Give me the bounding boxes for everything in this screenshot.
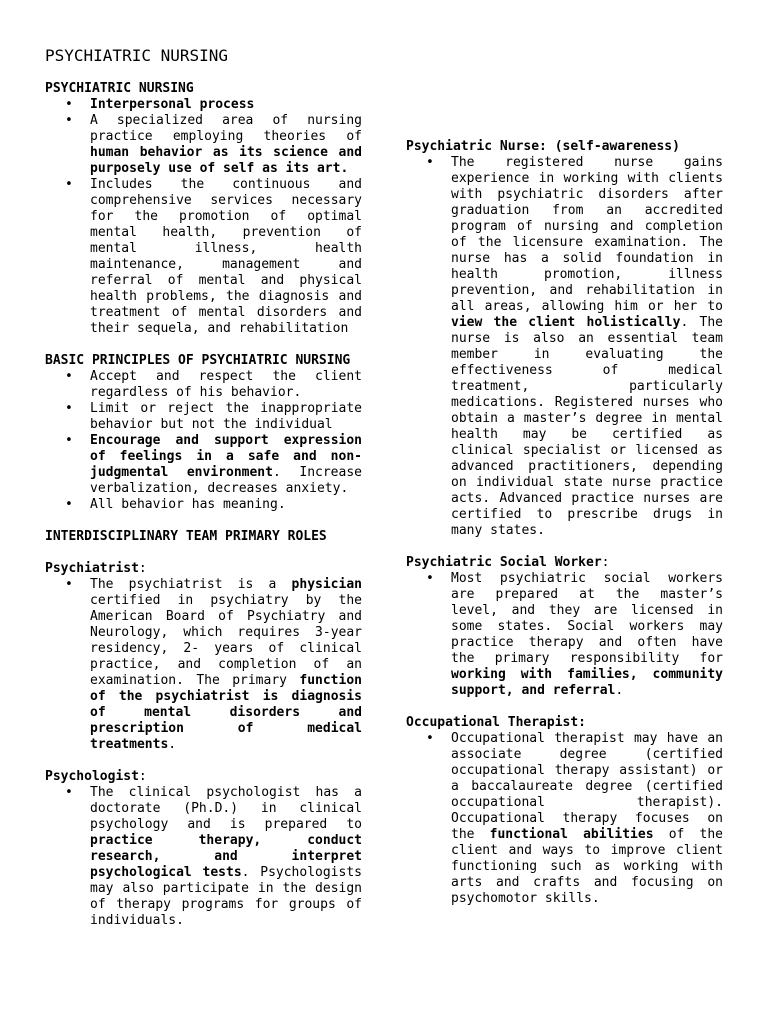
list-item: • A specialized area of nursing practice employing theories of human behavior as its science and purposely use of self as its art. [45,113,362,177]
list-item: • Occupational therapist may have an associate degree (certified occupational therapy assistant) or a baccalaureate degree (certified occupational therapist). Occupational therapy focuses on the functional abilities of the client and ways to improve client functioning such as working with arts and crafts and focusing on psychomotor skills. [406,731,723,907]
list-item: • The registered nurse gains experience in working with clients with psychiatric disorders after graduation from an accredited program of nursing and completion of the licensure examination. The nurse has a solid foundation in health promotion, illness prevention, and rehabilitation in all areas, allowing him or her to view the client holistically. The nurse is also an essential team member in evaluating the effectiveness of medical treatment, particularly medications. Registered nurses who obtain a master’s degree in mental health may be certified as clinical specialist or licensed as advanced practitioners, depending on individual state nurse practice acts. Advanced practice nurses are certified to prescribe drugs in many states. [406,155,723,539]
psychiatric-nursing-list [45,97,362,337]
list-item: • All behavior has meaning. [45,497,362,513]
left-column [45,45,362,929]
list-item: • The clinical psychologist has a doctorate (Ph.D.) in clinical psychology and is prepared to practice therapy, conduct research, and interpret psychological tests. Psychologists may also participate in the design of therapy programs for groups of individuals. [45,785,362,929]
list-item: • Interpersonal process [45,97,362,113]
list-item: • The psychiatrist is a physician certified in psychiatry by the American Board of Psychiatry and Neurology, which requires 3-year residency, 2- years of clinical practice, and completion of an examination. The primary function of the psychiatrist is diagnosis of mental disorders and prescription of medical treatments. [45,577,362,753]
role-heading-psychiatric-nurse: Psychiatric Nurse: (self-awareness) [406,139,680,154]
psychiatrist-list [45,577,362,753]
role-heading-social-worker: Psychiatric Social Worker: [406,555,610,570]
role-heading-psychologist: Psychologist: [45,769,147,784]
basic-principles-list [45,369,362,513]
role-heading-psychiatrist: Psychiatrist: [45,561,147,576]
psychologist-list [45,785,362,929]
document-title: PSYCHIATRIC NURSING [45,46,229,65]
list-item: • Includes the continuous and comprehensive services necessary for the promotion of optimal mental health, prevention of mental illness, health maintenance, management and referral of mental and physical health problems, the diagnosis and treatment of mental disorders and their sequela, and rehabilitation [45,177,362,337]
list-item: • Encourage and support expression of feelings in a safe and non-judgmental environment. Increase verbalization, decreases anxiety. [45,433,362,497]
list-item: • Limit or reject the inappropriate behavior but not the individual [45,401,362,433]
role-heading-occupational-therapist: Occupational Therapist: [406,715,587,730]
right-column [406,45,723,907]
continuation-space [406,45,723,139]
section-heading-interdisciplinary: INTERDISCIPLINARY TEAM PRIMARY ROLES [45,529,327,544]
list-item: • Most psychiatric social workers are prepared at the master’s level, and they are licensed in some states. Social workers may practice therapy and often have the primary responsibility for working with families, community support, and referral. [406,571,723,699]
occupational-therapist-list [406,731,723,907]
section-heading-basic-principles: BASIC PRINCIPLES OF PSYCHIATRIC NURSING [45,353,351,368]
social-worker-list [406,571,723,699]
list-item: • Accept and respect the client regardless of his behavior. [45,369,362,401]
nurse-list [406,155,723,539]
section-heading-psychiatric-nursing: PSYCHIATRIC NURSING [45,81,194,96]
